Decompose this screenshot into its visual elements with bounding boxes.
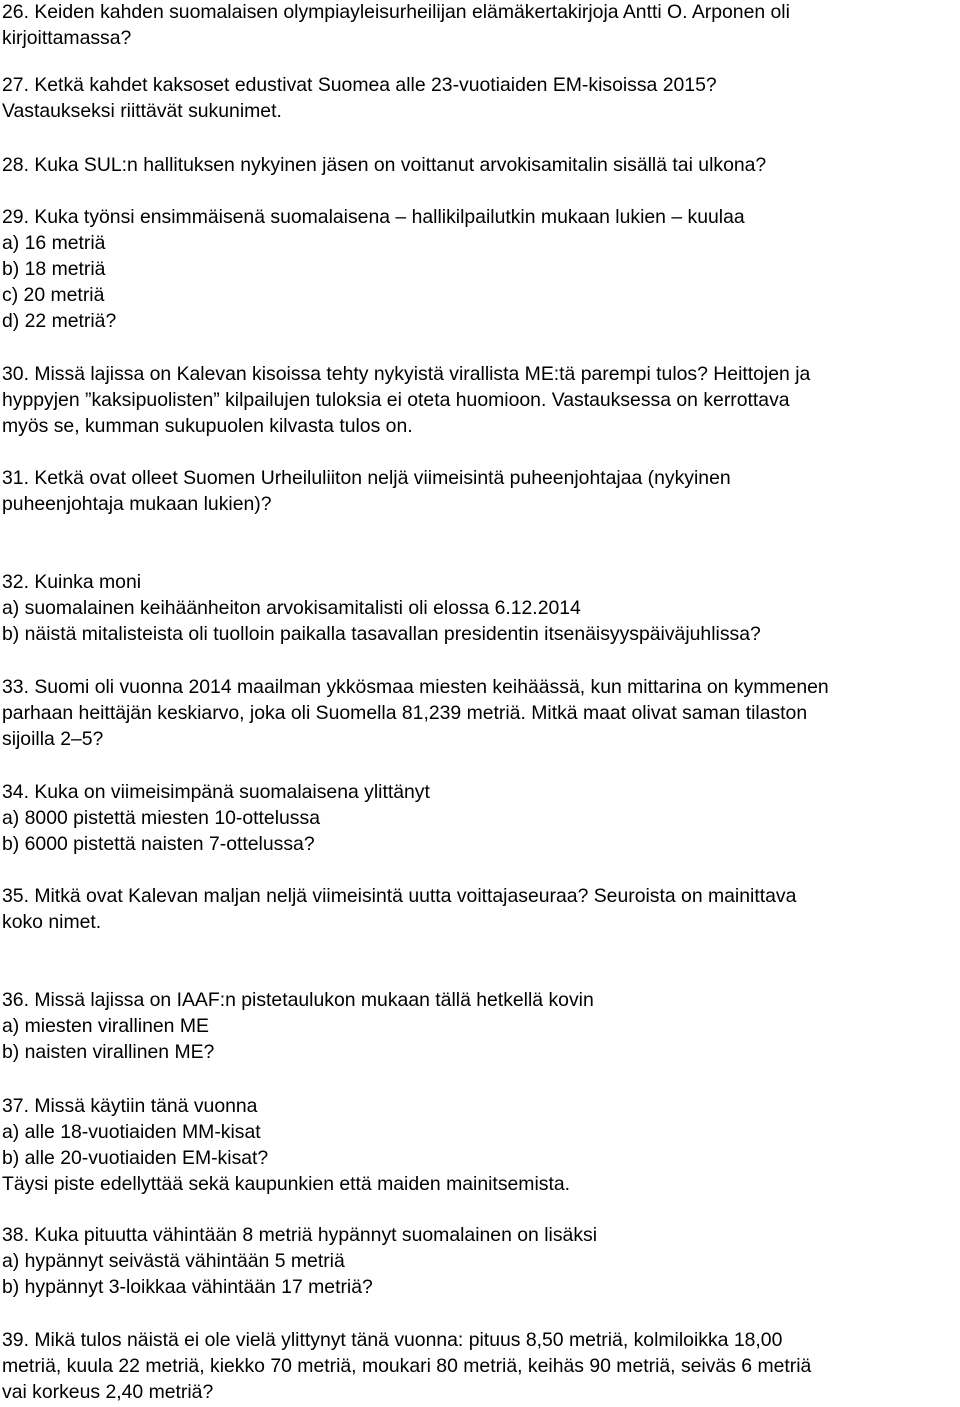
question-line: 38. Kuka pituutta vähintään 8 metriä hypännyt suomalainen on lisäksi <box>2 1224 598 1246</box>
question-line: 32. Kuinka moni <box>2 571 142 593</box>
question-27 <box>2 72 960 124</box>
question-31 <box>2 465 960 517</box>
question-line: b) alle 20-vuotiaiden EM-kisat? <box>2 1147 269 1169</box>
question-line: b) näistä mitalisteista oli tuolloin paikalla tasavallan presidentin itsenäisyyspäiväjuhlissa? <box>2 623 761 645</box>
question-line: 31. Ketkä ovat olleet Suomen Urheiluliiton neljä viimeisintä puheenjohtajaa (nykyinen <box>2 467 731 489</box>
question-line: Vastaukseksi riittävät sukunimet. <box>2 100 282 122</box>
question-38 <box>2 1222 960 1300</box>
question-28 <box>2 152 960 178</box>
question-30 <box>2 361 960 439</box>
question-line: 30. Missä lajissa on Kalevan kisoissa tehty nykyistä virallista ME:tä parempi tulos? Heittojen ja <box>2 363 811 385</box>
question-line: vai korkeus 2,40 metriä? <box>2 1381 214 1403</box>
question-line: b) naisten virallinen ME? <box>2 1041 215 1063</box>
question-29 <box>2 204 960 334</box>
question-line: c) 20 metriä <box>2 284 105 306</box>
question-34 <box>2 779 960 857</box>
question-line: puheenjohtaja mukaan lukien)? <box>2 493 272 515</box>
question-line: 39. Mikä tulos näistä ei ole vielä ylittynyt tänä vuonna: pituus 8,50 metriä, kolmiloikka 18,00 <box>2 1329 783 1351</box>
question-line: 36. Missä lajissa on IAAF:n pistetaulukon mukaan tällä hetkellä kovin <box>2 989 594 1011</box>
question-line: a) 8000 pistettä miesten 10-ottelussa <box>2 807 320 829</box>
question-line: b) 6000 pistettä naisten 7-ottelussa? <box>2 833 315 855</box>
question-line: a) hypännyt seivästä vähintään 5 metriä <box>2 1250 345 1272</box>
question-line: 33. Suomi oli vuonna 2014 maailman ykkösmaa miesten keihäässä, kun mittarina on kymmenen <box>2 676 829 698</box>
question-line: 26. Keiden kahden suomalaisen olympiayleisurheilijan elämäkertakirjoja Antti O. Arponen oli <box>2 1 790 23</box>
question-line: parhaan heittäjän keskiarvo, joka oli Suomella 81,239 metriä. Mitkä maat olivat saman tilaston <box>2 702 808 724</box>
question-line: a) alle 18-vuotiaiden MM-kisat <box>2 1121 261 1143</box>
question-line: a) 16 metriä <box>2 232 106 254</box>
question-line: sijoilla 2–5? <box>2 728 104 750</box>
question-line: 29. Kuka työnsi ensimmäisenä suomalaisena – hallikilpailutkin mukaan lukien – kuulaa <box>2 206 745 228</box>
question-line: a) miesten virallinen ME <box>2 1015 209 1037</box>
question-line: hyppyjen ”kaksipuolisten” kilpailujen tuloksia ei oteta huomioon. Vastauksessa on kerrottava <box>2 389 790 411</box>
question-line: 37. Missä käytiin tänä vuonna <box>2 1095 258 1117</box>
question-32 <box>2 569 960 647</box>
question-37 <box>2 1093 960 1197</box>
question-line: kirjoittamassa? <box>2 27 132 49</box>
question-line: d) 22 metriä? <box>2 310 117 332</box>
question-line: myös se, kumman sukupuolen kilvasta tulos on. <box>2 415 413 437</box>
question-line: b) hypännyt 3-loikkaa vähintään 17 metriä? <box>2 1276 373 1298</box>
question-36 <box>2 987 960 1065</box>
question-line: 34. Kuka on viimeisimpänä suomalaisena ylittänyt <box>2 781 430 803</box>
question-line: b) 18 metriä <box>2 258 106 280</box>
question-39 <box>2 1327 960 1405</box>
question-26 <box>2 0 960 51</box>
question-33 <box>2 674 960 752</box>
question-line: koko nimet. <box>2 911 102 933</box>
question-35 <box>2 883 960 935</box>
question-line: 35. Mitkä ovat Kalevan maljan neljä viimeisintä uutta voittajaseuraa? Seuroista on mainittava <box>2 885 797 907</box>
question-line: a) suomalainen keihäänheiton arvokisamitalisti oli elossa 6.12.2014 <box>2 597 581 619</box>
question-line: metriä, kuula 22 metriä, kiekko 70 metriä, moukari 80 metriä, keihäs 90 metriä, seiväs 6 metriä <box>2 1355 812 1377</box>
question-line: 28. Kuka SUL:n hallituksen nykyinen jäsen on voittanut arvokisamitalin sisällä tai ulkona? <box>2 154 767 176</box>
question-line: Täysi piste edellyttää sekä kaupunkien että maiden mainitsemista. <box>2 1173 571 1195</box>
question-line: 27. Ketkä kahdet kaksoset edustivat Suomea alle 23-vuotiaiden EM-kisoissa 2015? <box>2 74 717 96</box>
